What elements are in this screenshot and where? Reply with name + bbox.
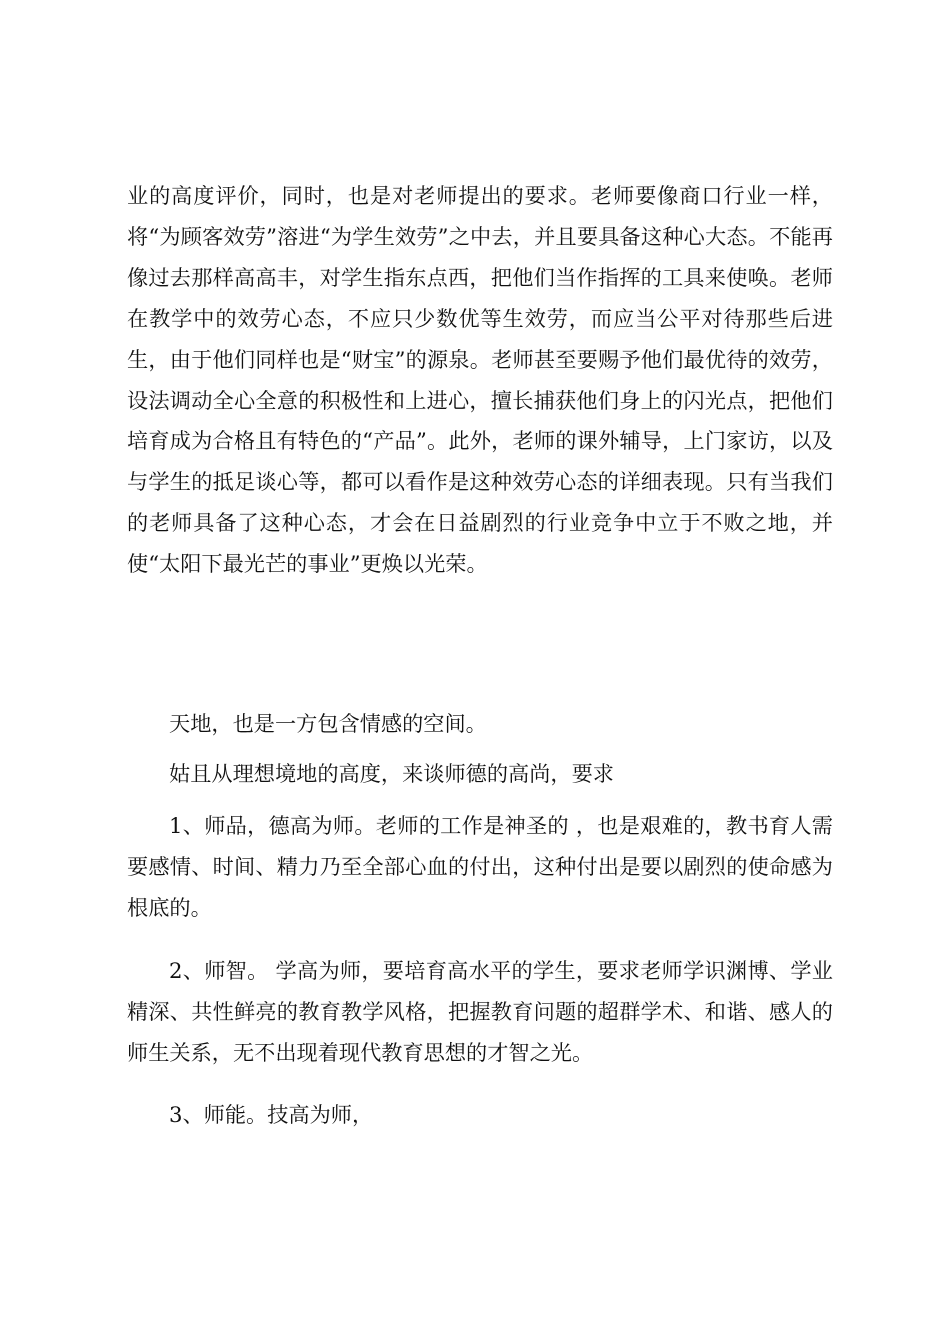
paragraph-point-2: 2、师智。 学高为师，要培育高水平的学生，要求老师学识渊博、学业精深、共性鲜亮的教育教学风格，把握教育问题的超群学术、和谐、感人的师生关系，无不出现着现代教育思想的才智之光。 bbox=[127, 958, 833, 1065]
paragraph-requirements-intro: 姑且从理想境地的高度，来谈师德的高尚，要求 bbox=[169, 761, 614, 786]
paragraph-space: 天地，也是一方包含情感的空间。 bbox=[169, 711, 487, 736]
paragraph-continuation: 业的高度评价，同时，也是对老师提出的要求。老师要像商口行业一样，将“为顾客效劳”溶进“为学生效劳”之中去，并且要具备这种心大态。不能再像过去那样高高丰，对学生指东点西，把他们当作指挥的工具来使唤。老师在教学中的效劳心态，不应只少数优等生效劳，而应当公平对待那些后进生，由于他们同样也是“财宝”的源泉。老师甚至要赐予他们最优待的效劳，设法调动全心全意的积极性和上进心，擅长捕获他们身上的闪光点，把他们培育成为合格且有特色的“产品”。此外，老师的课外辅导，上门家访，以及与学生的抵足谈心等，都可以看作是这种效劳心态的详细表现。只有当我们的老师具备了这种心态，才会在日益剧烈的行业竞争中立于不败之地，并使“太阳下最光芒的事业”更焕以光荣。 bbox=[127, 183, 833, 577]
paragraph-point-3: 3、师能。技高为师， bbox=[169, 1102, 374, 1127]
paragraph-point-1: 1、师品，德高为师。老师的工作是神圣的 ，也是艰难的，教书育人需要感情、时间、精力乃至全部心血的付出，这种付出是要以剧烈的使命感为根底的。 bbox=[127, 813, 833, 920]
